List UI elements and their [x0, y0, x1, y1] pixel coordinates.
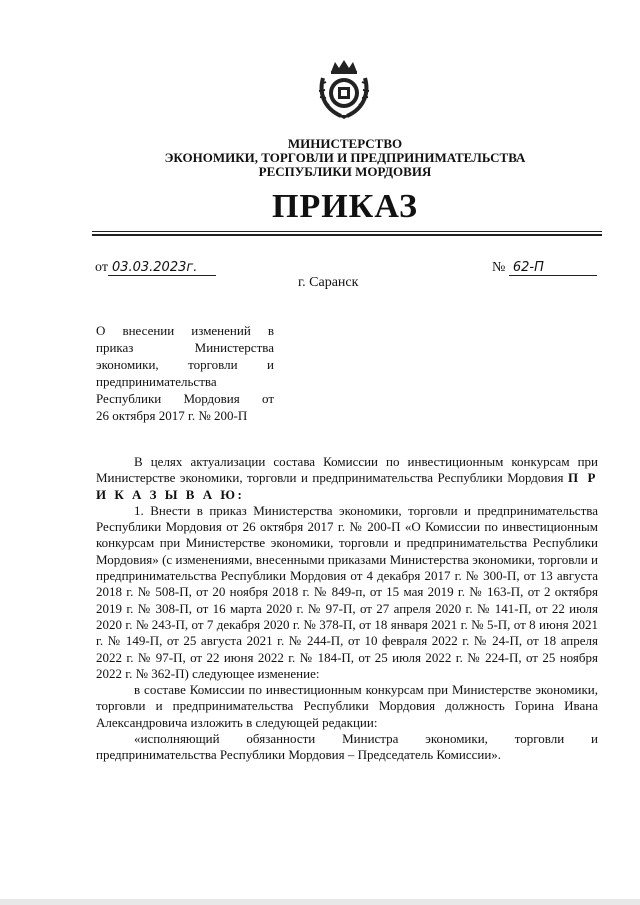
- order-number: [492, 260, 597, 276]
- coat-of-arms-icon: [317, 58, 371, 120]
- quote-paragraph: «исполняющий обязанности Министра экономики, торговли и предпринимательства Республики Мордовия – Председатель Комиссии».: [96, 731, 598, 763]
- subject-line: предпринимательства: [96, 374, 217, 389]
- scan-bottom-edge: [0, 899, 640, 905]
- number-handwritten: 62-П: [509, 260, 597, 276]
- preamble-text: В целях актуализации состава Комиссии по инвестиционным конкурсам при Министерстве экономики, торговли и предпринимательства Республики Мордовия: [96, 454, 598, 486]
- order-date: [95, 260, 216, 276]
- subject-line: экономики, торговли и: [96, 357, 274, 372]
- ministry-name-line-1: МИНИСТЕРСТВО: [287, 136, 403, 151]
- document-type-title: ПРИКАЗ: [272, 188, 418, 225]
- subject-line: Республики Мордовия от: [96, 391, 274, 406]
- item-1-paragraph: 1. Внести в приказ Министерства экономики, торговли и предпринимательства Республики Мордовия от 26 октября 2017 г. № 200-П «О Комиссии по инвестиционным конкурсам при Министерстве экономики, торговли и предпринимательства Республики Мордовия» (с изменениями, внесенными приказами Министерства экономики, торговли и предпринимательства Республики Мордовия от 4 декабря 2017 г. № 300-П, от 13 августа 2018 г. № 508-П, от 20 ноября 2018 г. № 849-п, от 15 мая 2019 г. № 163-П, от 2 октября 2019 г. № 308-П, от 16 марта 2020 г. № 97-П, от 27 апреля 2020 г. № 141-П, от 22 июля 2020 г. № 243-П, от 7 декабря 2020 г. № 378-П, от 18 января 2021 г. № 5-П, от 8 июня 2021 г. № 149-П, от 25 августа 2021 г. № 244-П, от 10 февраля 2022 г. № 24-П, от 18 апреля 2022 г. № 97-П, от 22 июня 2022 г. № 184-П, от 25 июля 2022 г. № 224-П, от 25 ноября 2022 г. № 362-П) следующее изменение:: [96, 502, 598, 681]
- subject-line: приказ Министерства: [96, 340, 274, 355]
- ministry-name-line-2: ЭКОНОМИКИ, ТОРГОВЛИ И ПРЕДПРИНИМАТЕЛЬСТВА: [164, 150, 526, 165]
- header-divider-thick: [92, 234, 602, 236]
- ministry-name-line-3: РЕСПУБЛИКИ МОРДОВИЯ: [258, 164, 432, 179]
- date-prefix: от: [95, 260, 108, 275]
- order-subject: [96, 322, 274, 424]
- city-label: г. Саранск: [298, 275, 359, 290]
- order-command-word: П Р И К А З Ы В А Ю:: [96, 470, 598, 502]
- change-paragraph: в составе Комиссии по инвестиционным конкурсам при Министерстве экономики, торговли и предпринимательства Республики Мордовия должность Горина Ивана Александровича изложить в следующей редакции:: [96, 682, 598, 730]
- subject-line: 26 октября 2017 г. № 200-П: [96, 408, 248, 423]
- header-divider-thin: [92, 231, 602, 232]
- subject-line: О внесении изменений в: [96, 323, 274, 338]
- date-handwritten: 03.03.2023г.: [108, 260, 216, 276]
- order-body: [96, 454, 598, 764]
- preamble-paragraph: [96, 454, 598, 503]
- number-prefix: №: [492, 260, 506, 275]
